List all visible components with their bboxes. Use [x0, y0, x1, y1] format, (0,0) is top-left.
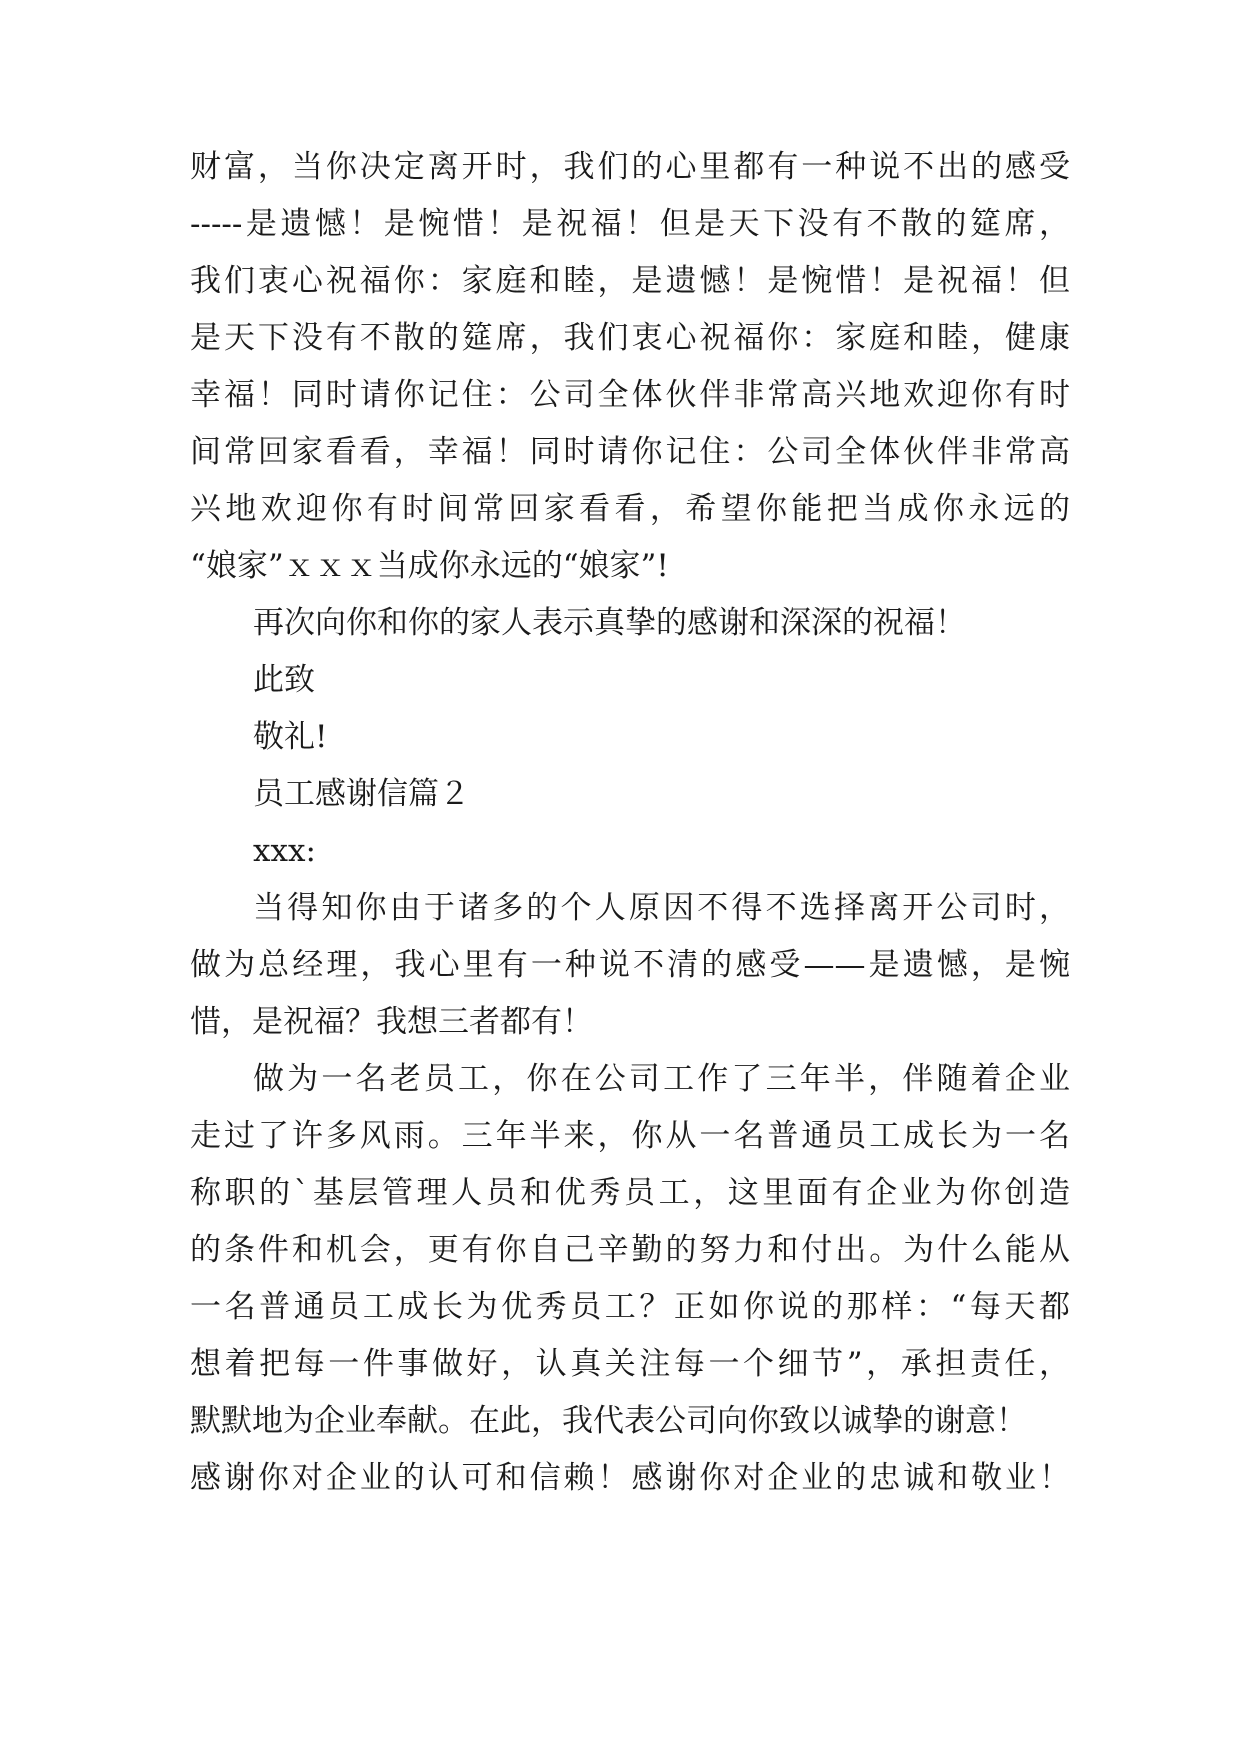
paragraph-line: 我们衷心祝福你：家庭和睦，是遗憾！是惋惜！是祝福！但: [190, 263, 1070, 299]
paragraph-line: 是天下没有不散的筵席，我们衷心祝福你：家庭和睦，健康: [190, 320, 1070, 356]
paragraph-line: 做为一名老员工，你在公司工作了三年半，伴随着企业: [253, 1061, 1070, 1097]
paragraph-line: 当得知你由于诸多的个人原因不得不选择离开公司时，: [253, 890, 1070, 926]
paragraph-line: 走过了许多风雨。三年半来，你从一名普通员工成长为一名: [190, 1118, 1070, 1154]
paragraph-line: “娘家”ｘｘｘ当成你永远的“娘家”!: [190, 548, 669, 584]
closing-salutation: 此致: [253, 662, 315, 698]
paragraph-line: 感谢你对企业的认可和信赖！感谢你对企业的忠诚和敬业！: [190, 1460, 1070, 1496]
paragraph-line: 的条件和机会，更有你自己辛勤的努力和付出。为什么能从: [190, 1232, 1070, 1268]
paragraph-line: 一名普通员工成长为优秀员工？正如你说的那样：“每天都: [190, 1289, 1070, 1325]
letter-recipient: xxx:: [253, 833, 316, 869]
paragraph-line: 想着把每一件事做好，认真关注每一个细节”，承担责任，: [190, 1346, 1070, 1382]
paragraph-line: 惜，是祝福？我想三者都有！: [190, 1004, 593, 1040]
paragraph-line: -----是遗憾！是惋惜！是祝福！但是天下没有不散的筵席，: [190, 206, 1070, 242]
section-heading: 员工感谢信篇２: [253, 776, 470, 812]
paragraph-line: 幸福！同时请你记住：公司全体伙伴非常高兴地欢迎你有时: [190, 377, 1070, 413]
closing-salutation: 敬礼!: [253, 719, 328, 755]
paragraph-line: 做为总经理，我心里有一种说不清的感受——是遗憾，是惋: [190, 947, 1070, 983]
paragraph-line: 再次向你和你的家人表示真挚的感谢和深深的祝福！: [253, 605, 966, 641]
paragraph-line: 间常回家看看，幸福！同时请你记住：公司全体伙伴非常高: [190, 434, 1070, 470]
paragraph-line: 财富，当你决定离开时，我们的心里都有一种说不出的感受: [190, 149, 1070, 185]
paragraph-line: 默默地为企业奉献。在此，我代表公司向你致以诚挚的谢意！: [190, 1403, 1027, 1439]
paragraph-line: 兴地欢迎你有时间常回家看看，希望你能把当成你永远的: [190, 491, 1070, 527]
paragraph-line: 称职的`基层管理人员和优秀员工，这里面有企业为你创造: [190, 1175, 1070, 1211]
